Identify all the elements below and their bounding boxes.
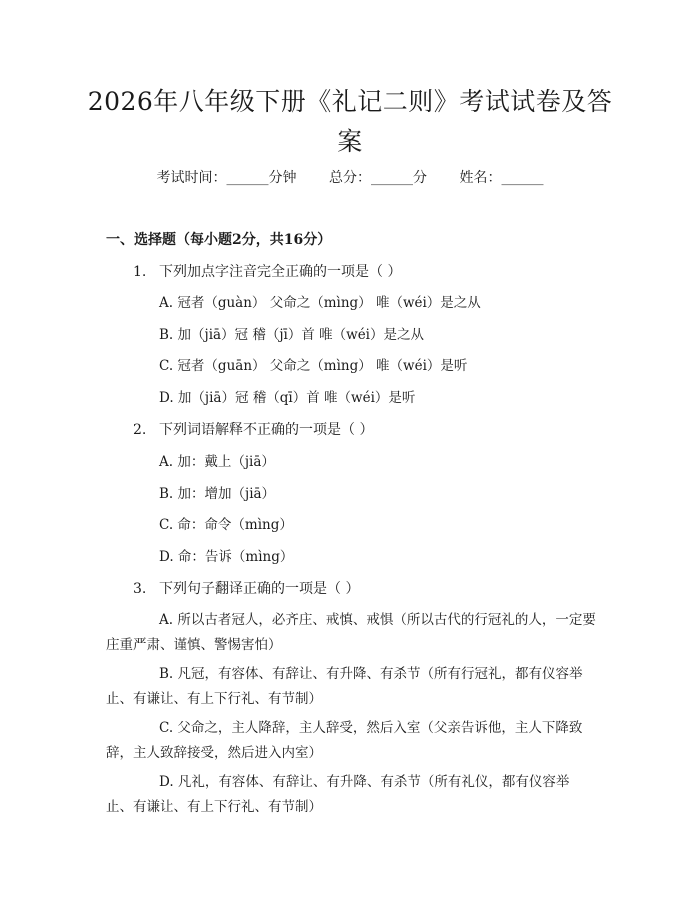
document-title: 2026年八年级下册《礼记二则》考试试卷及答案: [87, 87, 613, 156]
q3-option-b: B. 凡冠，有容体、有辞让、有升降、有杀节（所有行冠礼，都有仪容举止、有谦让、有上下行礼、有节制）: [106, 666, 583, 707]
student-name: 姓名：______: [459, 170, 544, 186]
q2-option-d: D. 命：告诉（mìng）: [159, 549, 294, 565]
q1-option-c: C. 冠者（guān） 父命之（mìng） 唯（wéi）是听: [159, 358, 468, 374]
question-number: 2.: [133, 422, 147, 438]
section-heading: 一、选择题（每小题2分，共16分）: [106, 232, 332, 248]
question-text: 下列加点字注音完全正确的一项是（ ）: [159, 264, 402, 280]
question-text: 下列句子翻译正确的一项是（ ）: [159, 581, 360, 597]
question-number: 3.: [133, 581, 147, 597]
q3-option-d: D. 凡礼，有容体、有辞让、有升降、有杀节（所有礼仪，都有仪容举止、有谦让、有上下行礼、有节制）: [106, 774, 570, 815]
question-number: 1.: [133, 264, 147, 280]
total-score: 总分：______分: [329, 170, 427, 186]
q2-option-b: B. 加：增加（jiā）: [159, 486, 276, 502]
question-1: [133, 262, 401, 282]
q3-option-c: C. 父命之，主人降辞，主人辞受，然后入室（父亲告诉他，主人下降致辞，主人致辞接受，然后进入内室）: [106, 720, 583, 761]
question-text: 下列词语解释不正确的一项是（ ）: [159, 422, 374, 438]
q1-option-d: D. 加（jiā）冠 稽（qī）首 唯（wéi）是听: [159, 390, 416, 406]
exam-meta: [0, 168, 700, 188]
question-3: [133, 579, 359, 599]
q1-option-a: A. 冠者（guàn） 父命之（mìng） 唯（wéi）是之从: [159, 295, 481, 311]
question-2: [133, 420, 373, 440]
exam-time: 考试时间：______分钟: [156, 170, 297, 186]
q3-option-a: A. 所以古者冠人，必齐庄、戒慎、戒惧（所以古代的行冠礼的人，一定要庄重严肃、谨慎、警惕害怕）: [106, 612, 596, 653]
q2-option-c: C. 命：命令（mìng）: [159, 517, 293, 533]
q2-option-a: A. 加：戴上（jiā）: [159, 454, 275, 470]
q1-option-b: B. 加（jiā）冠 稽（jī）首 唯（wéi）是之从: [159, 327, 425, 343]
